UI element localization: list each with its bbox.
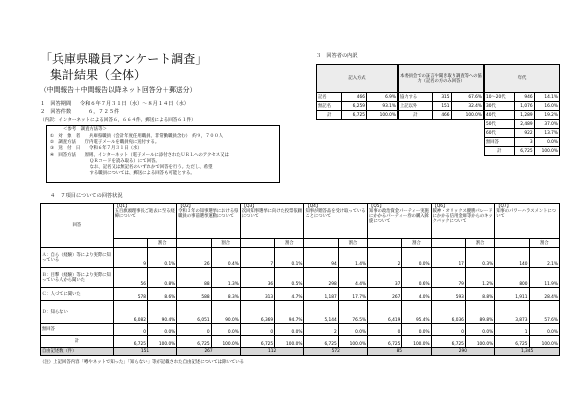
- ratio-cell: 0.0%: [211, 324, 240, 336]
- method-line-3: ③ 送 付 日 令和６年７月３１日（水）: [50, 146, 142, 151]
- ratio-cell: 8.3%: [211, 288, 240, 301]
- free-label: 自由記述数（件）: [41, 348, 114, 356]
- ratio-cell: 100.0%: [338, 336, 367, 348]
- count-cell: 5,144: [304, 301, 338, 324]
- ratio-cell: 28.4%: [529, 288, 559, 301]
- ratio-cell: 100.0%: [529, 336, 559, 348]
- method-line-6: なお、記名又は無記名のいずれかで回答を行う。ただし、希望: [50, 165, 213, 170]
- row-label: Ａ：自ら（経験）等により実際に知っている: [41, 248, 114, 268]
- table-row: 計 466 100.0%: [399, 111, 484, 120]
- count-cell: 313: [240, 288, 274, 301]
- count-cell: 2: [304, 324, 338, 336]
- ratio-cell: 0.0%: [338, 324, 367, 336]
- ratio-cell: 1.4%: [338, 248, 367, 268]
- method-line-5: ＱＲコードを読み取る）にて回答。: [50, 159, 160, 164]
- ratio-cell: 0.0%: [402, 324, 431, 336]
- table-row: 30代 1,076 16.0%: [486, 103, 558, 109]
- count-cell: 88: [177, 268, 211, 288]
- question-text: 知事の政治資金パーティー実施にかかるパーティー券の購入斡旋について: [369, 209, 429, 224]
- table-row: [41, 288, 560, 301]
- report-note: （中間報告＋中間報告以降ネット回答分＋郵送分）: [40, 86, 197, 94]
- respondents-heading: ３ 回答者の内訳: [316, 53, 358, 59]
- footnote: （注）上記回答内容「噂やネットで知った」「知らない」等が記載された自由記述については除いている: [40, 360, 245, 365]
- ratio-cell: 57.6%: [529, 301, 559, 324]
- count-cell: 7: [240, 248, 274, 268]
- ratio-cell: 0.5%: [275, 268, 304, 288]
- question-text: 次回知事選挙に向けた投票依頼について: [241, 209, 302, 219]
- table-row: 40代 1,289 19.2%: [486, 112, 558, 118]
- kimei-table: [316, 64, 398, 120]
- age-table: [484, 64, 560, 156]
- count-breakdown: （内訳：インターネットによる回答６，６６４件、郵送による回答６１件）: [40, 118, 196, 123]
- ratio-cell: 4.0%: [402, 288, 431, 301]
- ratio-cell: 17.7%: [338, 288, 367, 301]
- method-line-1: ① 対 象 者 兵庫県職員（会計年度任用職員、非常勤職員含む） 約９，７００人: [50, 134, 223, 139]
- row-label: Ｂ：目撃（経験）等により実際に知っている人から聞いた: [41, 268, 114, 288]
- ratio-cell: 2.1%: [529, 248, 559, 268]
- method-line-4: ④ 回答方法 原則、インターネット（電子メールに添付されたＵＲＬへのアクセス又は: [50, 153, 229, 158]
- table-row: 10～20代 946 14.1%: [486, 94, 558, 100]
- ratio-cell: 89.8%: [465, 301, 494, 324]
- count-cell: 17: [431, 248, 465, 268]
- ratio-cell: 100.0%: [402, 336, 431, 348]
- question-header-row: 回答 【Q1】 五百旗頭理事長ご逝去に至る経緯について 【Q2】 令和３年の知事選挙における県職員の事前選挙運動について 【Q3】 次回知事選挙に向けた投票依頼について 【Q4】 知事が贈答品を受け取っていることについて 【Q5】 知事の政治資金パーティー実施にかかるパーティー券の購入斡旋について 【Q6】 阪神・オリックス優勝パレードにかかる信用金庫等からのキックバックについて 【Q7】 知事のパワーハラスメントについて: [41, 204, 560, 239]
- row-label: Ｄ：知らない: [41, 301, 114, 324]
- table-row: 計 6,725 100.0%: [485, 147, 560, 156]
- ratio-cell: 76.5%: [338, 301, 367, 324]
- count-cell: 593: [431, 288, 465, 301]
- row-label: 計: [41, 336, 114, 348]
- count-cell: 140: [495, 248, 529, 268]
- report-subtitle: 集計結果（全体）: [50, 68, 147, 82]
- ratio-cell: 0.6%: [402, 268, 431, 288]
- table-row: [41, 248, 560, 268]
- ratio-cell: 8.8%: [465, 288, 494, 301]
- ratio-cell: 94.7%: [275, 301, 304, 324]
- ratio-cell: 100.0%: [465, 336, 494, 348]
- count-cell: 0: [177, 324, 211, 336]
- table-row: 記名 466 6.9%: [318, 94, 396, 100]
- table-row: 50代 2,489 37.0%: [486, 121, 558, 127]
- count-cell: 3,873: [495, 301, 529, 324]
- count-cell: 6,725: [304, 336, 338, 348]
- count-label: ２ 回答件数: [40, 109, 72, 115]
- report-title: 「兵庫県職員アンケート調査」: [40, 52, 208, 66]
- question-text: 令和３年の知事選挙における県職員の事前選挙運動について: [178, 209, 239, 219]
- count-cell: 0: [113, 324, 147, 336]
- count-cell: 26: [177, 248, 211, 268]
- count-cell: 578: [113, 288, 147, 301]
- ratio-cell: 0.0%: [529, 324, 559, 336]
- ratio-cell: 100.0%: [211, 336, 240, 348]
- count-cell: 6,369: [240, 301, 274, 324]
- answer-header: 回答: [41, 204, 114, 248]
- table-row: 無回答 3 0.0%: [486, 139, 558, 145]
- question-text: 知事が贈答品を受け取っていることについて: [305, 209, 366, 219]
- period-label: １ 回答期間: [40, 101, 72, 107]
- kimei-header: 記入方式: [317, 65, 398, 93]
- method-line-7: する職員については、郵送による回答も可能とする。: [50, 171, 195, 176]
- period-value: 令和６年７月３１日（水）～８月１４日（水）: [80, 101, 189, 107]
- ratio-cell: 4.4%: [338, 268, 367, 288]
- ratio-cell: 0.0%: [148, 324, 177, 336]
- free-row: 自由記述数（件） 151 267 112 572 85 290 1,345: [41, 348, 560, 356]
- cooperate-header: 本委員会での証言や聞き取り調査等への協力（記名の方のみ回答）: [399, 65, 484, 93]
- ratio-cell: 90.4%: [148, 301, 177, 324]
- table-row: 上記以外 151 32.4%: [400, 103, 482, 109]
- count-cell: 94: [304, 248, 338, 268]
- status-table: [40, 203, 560, 356]
- question-text: 五百旗頭理事長ご逝去に至る経緯について: [114, 209, 175, 219]
- count-cell: 6,725: [240, 336, 274, 348]
- age-header: 年代: [485, 65, 560, 93]
- row-label: 無回答: [41, 324, 114, 336]
- ratio-cell: 90.0%: [211, 301, 240, 324]
- ratio-cell: 0.4%: [211, 248, 240, 268]
- status-heading: ４ ７項目についての回答状況: [50, 193, 123, 199]
- table-row: 協力する 315 67.6%: [400, 94, 482, 100]
- table-row: [41, 301, 560, 324]
- count-value: ６，７２５件: [88, 109, 120, 115]
- count-cell: 56: [113, 268, 147, 288]
- count-cell: 2: [368, 248, 402, 268]
- table-row: [41, 268, 560, 288]
- count-cell: 0: [368, 324, 402, 336]
- question-text: 知事のパワーハラスメントについて: [496, 209, 556, 219]
- table-row: 計 6,725 100.0%: [317, 111, 398, 120]
- count-cell: 1,911: [495, 288, 529, 301]
- count-cell: 6,051: [177, 301, 211, 324]
- count-cell: 6,419: [368, 301, 402, 324]
- cooperate-table: [398, 64, 484, 120]
- table-row: 60代 922 13.7%: [486, 130, 558, 136]
- ratio-cell: 8.6%: [148, 288, 177, 301]
- ratio-cell: 0.1%: [275, 248, 304, 268]
- count-cell: 6,725: [431, 336, 465, 348]
- count-cell: 6,036: [431, 301, 465, 324]
- method-heading: ＜参考 調査方法等＞: [63, 127, 107, 132]
- ratio-cell: 1.3%: [211, 268, 240, 288]
- count-cell: 800: [495, 268, 529, 288]
- ratio-cell: 0.0%: [465, 324, 494, 336]
- count-cell: 6,725: [177, 336, 211, 348]
- count-cell: 0: [240, 324, 274, 336]
- row-label: Ｃ：人づてに聞いた: [41, 288, 114, 301]
- count-cell: 267: [368, 288, 402, 301]
- ratio-cell: 100.0%: [148, 336, 177, 348]
- count-cell: 6,725: [113, 336, 147, 348]
- count-cell: 79: [431, 268, 465, 288]
- count-cell: 6,725: [495, 336, 529, 348]
- table-row: 無記名 6,259 93.1%: [318, 103, 396, 109]
- ratio-cell: 95.4%: [402, 301, 431, 324]
- count-cell: 6,725: [368, 336, 402, 348]
- method-line-2: ② 調査方法 庁内電子メールを職員宛に送付する。: [50, 140, 160, 145]
- count-cell: 6,082: [113, 301, 147, 324]
- method-box: [46, 125, 280, 183]
- count-cell: 9: [113, 248, 147, 268]
- ratio-cell: 0.0%: [402, 248, 431, 268]
- question-text: 阪神・オリックス優勝パレードにかかる信用金庫等からのキックバックについて: [432, 209, 493, 224]
- ratio-cell: 1.2%: [465, 268, 494, 288]
- ratio-cell: 4.7%: [275, 288, 304, 301]
- table-row: [41, 324, 560, 336]
- ratio-cell: 0.1%: [148, 248, 177, 268]
- ratio-header-row: 割合 割合 割合 割合 割合 割合 割合: [41, 239, 560, 248]
- ratio-cell: 0.8%: [148, 268, 177, 288]
- count-cell: 588: [177, 288, 211, 301]
- ratio-cell: 11.9%: [529, 268, 559, 288]
- count-cell: 36: [240, 268, 274, 288]
- ratio-cell: 100.0%: [275, 336, 304, 348]
- ratio-cell: 0.0%: [275, 324, 304, 336]
- count-cell: 1,187: [304, 288, 338, 301]
- ratio-cell: 0.3%: [465, 248, 494, 268]
- count-cell: 298: [304, 268, 338, 288]
- count-cell: 1: [495, 324, 529, 336]
- count-cell: 0: [431, 324, 465, 336]
- table-row: [41, 336, 560, 348]
- count-cell: 37: [368, 268, 402, 288]
